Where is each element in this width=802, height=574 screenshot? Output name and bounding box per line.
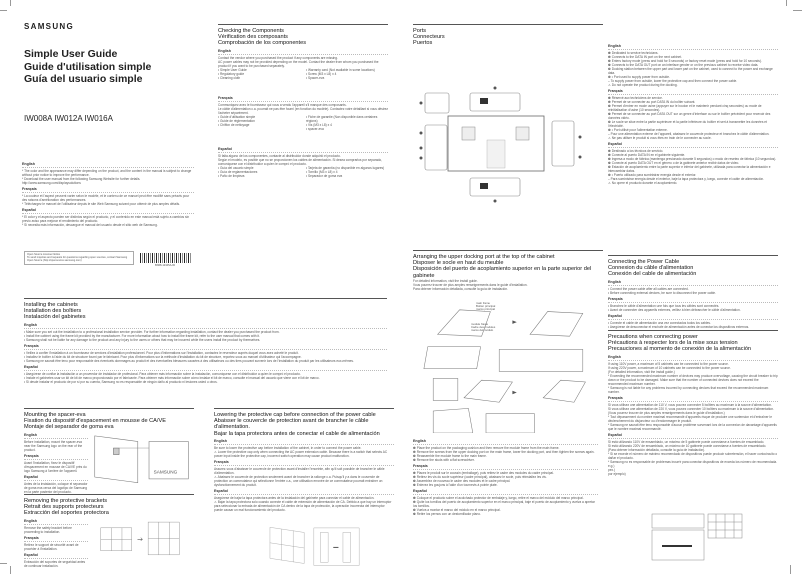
list-item: (Para obtener información detallada, consulte la guía de instalación). <box>608 447 706 452</box>
docking-steps-figure <box>418 301 598 433</box>
note-line: * The color and the appearance may differ depending on the product, and the content in the manual is subject to change without prior notice to improve the performance. <box>22 169 192 177</box>
list-item: Avant l'installation, fixez le dispositif d'espacement en mousse de CA/VE près du logo Samsung à l'arrière de l'appareil. <box>24 460 87 473</box>
note-line: * La couleur et l'aspect peuvent varier selon le modèle, et le contenu de ce manuel peut être modifié sans préavis pour des raisons d'amélioration des performances. <box>22 194 190 202</box>
list-item: ❷ Retirez les vis du socle supérieur (cadre principal), abaissez le socle, puis réinstallez les vis. <box>413 475 547 479</box>
section-port-descriptions <box>608 42 778 185</box>
list-item: ❻ • Puerto utilizado para suministrar energía desde el exterior. <box>608 173 697 177</box>
item-list <box>214 446 394 458</box>
list-item: ❶ Place the product on the packaging cushion and then remove the module frame from the main frame. <box>413 446 560 450</box>
list-item: • Asegúrese de desconectar el enchufe de alimentación antes de conectar los dispositivos externos. <box>608 324 750 329</box>
item-list <box>24 440 88 452</box>
list-item: • Avant de connecter des appareils externes, veillez à bien débrancher le câble d'alimentation. <box>608 307 741 312</box>
item-list <box>608 403 778 431</box>
crop-mark <box>0 563 7 564</box>
section-heading: Fixation du dispositif d'espacement en mousse de CA/VE <box>24 418 166 425</box>
item-list <box>218 115 388 131</box>
item-list <box>24 351 387 363</box>
list-item: Before installation, mount the spacer-eva near the Samsung logo on the rear of the product. <box>24 439 83 452</box>
language-label: Español <box>214 489 394 495</box>
section-heading: Mounting the spacer-eva <box>24 412 86 418</box>
list-item: ❸ Ingresa a modo de fábrica (mantenga presionado durante 5 segundos) o modo de reseteo de fábrica (10 segundos). <box>608 157 777 161</box>
list-item: • Guía de reglamentaciones <box>218 169 258 174</box>
list-item: ❸ Vuelva a montar el marco del módulo en el marco principal. <box>413 508 501 512</box>
module-frame-label-en: module frame <box>471 322 489 326</box>
list-item: • Spacer-eva <box>306 75 325 80</box>
section-divider <box>413 250 603 251</box>
protective-cap-figure <box>243 526 388 568</box>
list-item: ❶ Coloque el producto sobre el acolchado protector de embalaje y, luego, retire el marco del módulo del marco principal. <box>413 496 584 500</box>
section-lowering-cap <box>214 408 394 512</box>
language-label: English <box>214 439 394 445</box>
note-line: * Download the user manual from the following Samsung Website for further details. http://www.samsung.com/displaysolutions <box>22 177 141 185</box>
crop-mark <box>786 0 787 6</box>
item-list <box>24 330 387 342</box>
section-heading: Ports <box>413 28 427 34</box>
language-label: Español <box>22 208 194 214</box>
list-item: ❷ Remove the screws from the upper docking port on the main frame, lower the docking port, and then tighten the screws again. <box>413 450 595 454</box>
list-item: ❹ Connects to the DATA OUT port on an interface gender or on the previous cabinet to receive video data. <box>608 63 759 67</box>
item-list <box>608 440 778 464</box>
list-item: • Paño de limpieza <box>218 173 245 178</box>
list-item: • Install the cabinet using the frame kit provided by the manufacturer. For more information about how to install the frame kit, refer to the user manual that comes with it. <box>24 333 260 338</box>
item-list <box>24 482 88 494</box>
list-item: * Tout dépassement du nombre maximal recommandé d'appareils risque de produire une surtension et d'entraîner le déclenchement du disjoncteur ou d'endommager le produit. <box>608 414 772 423</box>
list-item: For detailed information, visit the install guide. <box>413 278 478 283</box>
language-label: Español <box>24 553 88 559</box>
language-label: English <box>608 44 778 50</box>
list-item: Si vous utilisez une alimentation de 110 V, vous pouvez connecter 5 boîtiers au maximum à la source d'alimentation. <box>608 402 772 407</box>
language-label: English <box>22 162 194 168</box>
language-label: Español <box>608 142 778 148</box>
list-item: • Instale el gabinetes usar un kit de kit de marco proporcionado por el fabricante. Para obtener más información sobre cómo instalar el kit de marco, consulte el manual del usuario que viene con el kit de marco. <box>24 375 320 380</box>
language-label: Français <box>413 464 598 470</box>
list-item: Retirez le support de sécurité avant de procéder à l'installation. <box>24 542 79 551</box>
list-item: ❺ Estación de acoplamiento entre la parte superior e inferior del gabinete, utilizada para conectar la alimentación e intercambiar datos. <box>608 165 771 173</box>
item-list <box>24 372 387 384</box>
section-installing-cabinets <box>24 298 387 384</box>
section-divider <box>608 330 778 331</box>
section-arranging-docking-port <box>413 250 603 291</box>
language-label: Español <box>218 147 388 153</box>
list-item: ❶ Réservé aux techniciens de service. <box>608 96 663 100</box>
section-heading: Removing the protective brackets <box>24 498 108 504</box>
open-source-notice <box>24 251 134 265</box>
list-item: Remove the safety bracket before proceeding to installation. <box>24 525 72 534</box>
section-heading: Installing the cabinets <box>24 302 78 308</box>
list-item: ❶ Dedicated to service technicians. <box>608 51 659 55</box>
section-heading: Conexión del cable de alimentación <box>608 271 697 278</box>
module-frame-label-fr: Cadre des modules <box>471 325 496 330</box>
list-item: ❺ Le socle se situe entre la partie supérieure et la partie inférieure du boîtier et sert à transmettre les données et l'électricité. <box>608 120 767 128</box>
list-item: ❹ Permet de se connecter au port DATA OUT sur un genre d'interface ou sur le boîtier précédent pour recevoir des données vidéo. <box>608 112 771 120</box>
section-heading: Comprobación de los componentes <box>218 40 306 47</box>
list-item: • Samsung ne saurait être tenu pour responsable des éventuels dommages au produit et des éventuelles blessures causées à des utilisateurs ou des tiers pouvant survenir lors de l'installation du produit par les utilisateurs eux-mêmes. <box>24 358 354 363</box>
language-label: Español <box>608 433 778 439</box>
list-item: ❷ Quite los tornillos del puerto de acoplamiento superior en el marco principal, baje el puerto de acoplamiento y vuelva a apretar los tornillos. <box>413 500 595 508</box>
figure-samsung-logo: SAMSUNG <box>153 469 178 475</box>
item-list <box>24 560 88 568</box>
list-item: Vous pourrez trouver de plus amples renseignements dans le guide d'installation. <box>413 282 528 287</box>
section-removing-brackets <box>24 494 194 568</box>
item-list <box>214 496 394 512</box>
list-item: ❸ Reassemble the module frame to the main frame. <box>413 454 487 458</box>
list-item: Si está utilizando 220V de ensamblado, un máximo de 10 gabinete puede conectarse a fuentes de ensamblado. <box>608 443 767 448</box>
list-item: * Exceeding the recommended maximum number of devices may produce overvoltage, causing the circuit breaker to trip down or the product to be damaged. Make sure that the number of connected devices does not exceed the recommended maximum number. <box>608 373 778 386</box>
section-heading: Lowering the protective cap before connection of the power cable <box>214 412 376 418</box>
list-item: Extracción del soportes de seguridad antes de continuar instalación. <box>24 559 86 568</box>
item-list <box>608 51 778 87</box>
list-item: ❹ Remove the studs with a flat screwdriver. <box>413 458 475 462</box>
language-label: Français <box>24 344 387 350</box>
language-label: English <box>608 355 778 361</box>
list-item: * Si se excede el número de máximo recomendado de dispositivos puede producir sobretensión, el hacer cortocircuito o dañar el producto. <box>608 451 778 460</box>
intro-line: Communiquez avec le fournisseur qui vous a vendu l'appareil s'il manque des composants. <box>218 102 347 107</box>
section-heading: Vérification des composants <box>218 34 288 41</box>
list-item: ⚠ Do not operate the product during the docking. <box>608 83 678 87</box>
list-item: ⚠ Ne pas utiliser le produit si vous êtes en train de le connecter au socle. <box>608 136 712 140</box>
section-heading: Disposer le socle en haut du meuble <box>413 260 504 267</box>
main-frame-label-es: marco principal <box>476 307 495 312</box>
list-item: • Guide d'utilisation simple <box>218 114 256 119</box>
section-heading: Extracción del soportes protectora <box>24 510 109 517</box>
list-item: ❸ Enters factory mode (press and hold for 5 seconds) or factory reset mode (press and hold for 10 seconds). <box>608 59 762 63</box>
list-item: * Samsung no es responsable de problemas incurrir para conectar dispositivos de exceda los número de recomendada. <box>608 459 778 464</box>
item-list <box>24 461 88 473</box>
list-item: If using 110V power, a maximum of 5 cabinets can be connected to the power source. <box>608 361 729 366</box>
section-heading: Connexion du câble d'alimentation <box>608 265 694 272</box>
list-item: – To supply power from outside, lower the protective cap and then connect the power cable. <box>608 79 738 83</box>
model-numbers: IW008A IW012A IW016A <box>24 114 113 123</box>
list-item: If using 220V power, a maximum of 10 cabinets can be connected to the power source. <box>608 365 731 370</box>
list-item: ❶ Placez le produit sur le coussin (emballage), puis retirez le cadre des modules du cadre principal. <box>413 471 554 475</box>
section-heading: Instalación del gabinetes <box>24 314 86 321</box>
section-heading: Precauciones al momento de conexión de la alimentación <box>608 346 752 353</box>
list-item: • Guía del usuario simple <box>218 165 254 170</box>
list-item: Si está utilizando 110V de ensamblado, un máximo de 5 gabinete puede conectarse a fuentes de ensamblado. <box>608 439 765 444</box>
section-heading: Checking the Components <box>218 28 284 34</box>
list-item: ⚠ Bajar la tapa protectora solo cuando conecte el cable de extensión de alimentación de CA. Debido a que hay un interruptor para seleccionar la entrada de alimentación de CA dentro de la tapa de protección, la operación incorrecta del interruptor puede causar un mal funcionamiento del producto. <box>214 499 392 512</box>
module-frame-label-es: marco del módulo <box>471 328 494 333</box>
list-item: Para obtener información detallada, consulte la guía de instalación. <box>413 286 508 291</box>
module-frame-label <box>471 323 495 333</box>
list-item: • Cleaning cloth <box>218 75 241 80</box>
cover-notes <box>22 160 194 227</box>
list-item: • Tornillo (M3 x L8) x 4 <box>306 169 338 174</box>
item-list <box>608 304 778 312</box>
samsung-logo: SAMSUNG <box>24 22 74 31</box>
list-item: ❷ Conecte al puerto DATA IN en el gabinete siguiente. <box>608 153 686 157</box>
item-list <box>24 526 88 534</box>
list-item: ❻ • Port used to supply power from outside. <box>608 75 670 79</box>
language-label: English <box>413 439 598 445</box>
crop-mark <box>10 0 11 6</box>
note-line: * Téléchargez le manuel de l'utilisateur depuis le site Web Samsung suivant pour obtenir de plus amples détails. <box>22 202 181 206</box>
list-item: (For detailed information, visit the install guide.) <box>608 369 675 374</box>
list-item: ❸ Assemblez de nouveau le cadre des modules et le cadre principal. <box>413 479 511 483</box>
barcode <box>140 253 192 263</box>
section-divider <box>608 255 778 256</box>
language-label: Français <box>24 536 88 542</box>
list-item: ❸ Permet d'entrer en mode usine (appuyer sur le bouton et le maintenir pendant cinq secondes) ou mode de réinitialisation d'usine (10 secondes). <box>608 104 762 112</box>
list-item: (Vous pourrez trouver de plus amples renseignements dans le guide d'installation.) <box>608 410 725 415</box>
list-item: * Samsung is not liable for any problems incurred by connecting devices that exceed the recommended maximum number. <box>608 385 769 394</box>
language-label: Français <box>218 96 388 102</box>
language-label: Español <box>24 475 88 481</box>
section-heading: Retrait des supports protecteurs <box>24 504 104 511</box>
intro-line: AC power cables may not be provided depending on the model. Contact the dealer from whom you purchased the product if you want to be purchased separately. <box>218 59 379 68</box>
example-label: pex.) <box>608 467 616 472</box>
list-item: ❷ Connects to the DATA IN port on the next cabinet. <box>608 55 682 59</box>
language-label: English <box>24 323 387 329</box>
item-list <box>413 446 598 462</box>
item-list <box>218 166 388 178</box>
main-frame-label-fr: Boîtier principal <box>476 304 496 309</box>
ports-diagram <box>418 85 598 205</box>
intro-line: Le câble d'alimentation c.a. pourrait ne pas être fourni (en fonction du modèle). Contactez votre détaillant si vous désirez l'acheter séparément. <box>218 106 388 115</box>
item-list <box>608 149 778 185</box>
section-heading: Connecting the Power Cable <box>608 259 680 265</box>
list-item: ❺ Docking station between the upper part and lower part on the cabinet, used to connect to the power and exchange data. <box>608 67 773 75</box>
section-heading: Précautions à respecter lors de la mise sous tension <box>608 340 738 347</box>
list-item: • Samsung shall not be liable for any damage to the product and any injury to the users or others that may be incurred while the users install the product by themselves. <box>24 337 261 342</box>
section-divider <box>24 408 194 409</box>
crop-mark <box>0 10 7 11</box>
main-frame-label <box>476 302 495 312</box>
power-connection-figure <box>650 512 745 562</box>
language-label: English <box>218 49 388 55</box>
language-label: English <box>24 433 88 439</box>
note-line: * Si necesita más información, descargue el manual del usuario desde el sitio web de Samsung. <box>22 223 158 227</box>
section-divider <box>214 408 394 409</box>
list-item: – Para suministrar energía desde el exterior, baje la tapa protectora y, luego, conecte el cable de alimentación. <box>608 177 765 181</box>
list-item: • Screw (M3 x L8) x 4 <box>306 71 337 76</box>
list-item: ⚠ Abaissez le couvercle de protection seulement avant de brancher la rallonge c.a. Puisqu'il y a dans le couvercle de protection un commutateur qui sélectionne l'entrée c.a., une utilisation erronée de ce commutateur pourrait entraîner un dysfonctionnement du produit. <box>214 474 383 487</box>
section-heading: Bajar la tapa protectora antes de conectar el cable de alimentación <box>214 430 380 437</box>
language-label: Français <box>608 396 778 402</box>
language-label: Français <box>214 460 394 466</box>
list-item: ❹ Enlevez les goujons à l'aide d'un tournevis à pointe plate. <box>413 483 498 487</box>
section-arranging-steps <box>413 437 598 516</box>
list-item: ❹ Retire los pernos con un destornillador plano. <box>413 512 481 516</box>
example-label: por ejemplo) <box>608 471 626 476</box>
language-label: English <box>24 519 88 525</box>
language-label: Français <box>24 454 88 460</box>
list-item: ⚠ Lower the protective cap only when connecting the AC power extension cable. Because there is a switch that selects AC power input inside the protective cap, incorrect switch operation may cause product malfunction. <box>214 449 388 458</box>
section-heading: Abaisser le couvercle de protection avant de brancher le câble d'alimentation. <box>214 418 369 431</box>
section-checking-components <box>218 24 388 192</box>
list-item: Antes de la instalación, coloque el separador de goma eva cerca del logotipo de Samsung en la parte posterior del producto. <box>24 481 88 494</box>
list-item: • Regulatory guide <box>218 71 245 76</box>
language-label: Español <box>413 489 598 495</box>
item-list <box>24 543 88 551</box>
list-item: • Separador de goma eva <box>306 173 343 178</box>
list-item: • Warranty card (Not available in some locations) <box>306 67 375 72</box>
list-item: • Chiffon de nettoyage <box>218 122 250 127</box>
intro-line: Si falta alguno de los componentes, contacte al distribuidor donde adquirió el producto. <box>218 153 341 158</box>
section-divider <box>24 494 194 495</box>
item-list <box>413 496 598 516</box>
list-item: ❶ Destinado a los técnicos de servicio. <box>608 149 664 153</box>
oss-title: Open Source License Notice <box>27 253 61 256</box>
crop-mark <box>790 565 791 574</box>
list-item: • Si desde instalar el producto de por sí por su cuenta, Samsung no es responsable de ningún daño al producto ni lesiones usted u otros. <box>24 379 218 384</box>
section-divider <box>218 24 388 25</box>
list-item: • Make sure you set out the installation to a professional installation service provider. For further information regarding installation, contact the dealer you purchased the product from. <box>24 329 280 334</box>
list-item: • Asegúrese de confiar la instalación a un proveedor de instalador de profesional. Para obtener más información sobre la instalación, comuníquese con el distribuidor a quien le compró el producto. <box>24 371 301 376</box>
example-label: e.g.) <box>608 463 615 468</box>
section-heading: Montaje del separador de goma eva <box>24 424 114 431</box>
section-mounting-spacer <box>24 408 194 494</box>
intro-line: Contact the vendor where you purchased the product if any components are missing. <box>218 55 338 60</box>
list-item: • Tarjeta de garantía (no disponible en algunos lugares) <box>306 165 385 170</box>
item-list <box>608 96 778 140</box>
list-item: • Installez le boîtier à l'aide du kit de structure fourni par le fabricant. Pour plus d'informations sur la méthode d'installation du kit de structure, reportez-vous au manuel d'utilisateur qui l'accompagne. <box>24 354 302 359</box>
list-item: ❹ Conecte al puerto DATA OUT en el género o de la gabinete anterior recibir datos de video. <box>608 161 740 165</box>
crop-mark <box>10 566 11 574</box>
intro-line: Según el modelo, es posible que no se proporcionen los cables de alimentación. Si desea comprarlos por separado, comuníquese con el distribuidor a quien le compró el producto. <box>218 157 383 166</box>
section-heading: Disposición del puerto de acoplamiento superior en la parte superior del gabinete <box>413 266 592 279</box>
item-list <box>608 362 778 394</box>
language-label: English <box>608 280 778 286</box>
language-label: Français <box>22 187 194 193</box>
section-connecting-power-cable <box>608 255 778 329</box>
list-item: • Vis (M3 x L8) x 4 <box>306 122 332 127</box>
list-item: ❷ Permet de se connecter au port DATA IN du boîtier suivant. <box>608 100 696 104</box>
section-power-precautions <box>608 330 778 476</box>
list-item: ❻ • Port utilisé pour l'alimentation externe. <box>608 128 668 132</box>
list-item: • Simple User Guide <box>218 67 247 72</box>
title-fr: Guide d'utilisation simple <box>24 60 152 73</box>
section-heading: Precautions when connecting power <box>608 334 698 340</box>
list-item: • Conecte el cable de alimentación una vez conectados todos los cables. <box>608 320 711 325</box>
list-item: Si vous utilisez une alimentation de 220 V, vous pouvez connecter 10 boîtiers au maximum à la source d'alimentation. <box>608 406 774 411</box>
list-item: * Samsung ne saurait être tenu responsable d'aucun problème survenant lors de la connexion de davantage d'appareils que le nombre maximal recommandé. <box>608 422 777 431</box>
language-label: Español <box>608 314 778 320</box>
section-heading: Arranging the upper docking port at the top of the cabinet <box>413 254 555 260</box>
section-ports <box>413 24 603 47</box>
section-heading: Connecteurs <box>413 34 445 41</box>
note-line: * El color y el aspecto pueden ser distintos según el producto, y el contenido en este manual está sujeto a cambios sin previo aviso para mejorar el rendimiento del producto. <box>22 215 190 223</box>
section-heading: Installation des boîtiers <box>24 308 82 315</box>
list-item: • spacer-eva <box>306 126 324 131</box>
section-heading: Puertos <box>413 40 433 47</box>
language-label: Français <box>608 89 778 95</box>
list-item: ⚠ No opere el producto durante el acoplamiento. <box>608 181 678 185</box>
list-item: Asegúrese de bajar la tapa protectora antes de la instalación del gabinete para conectar el cable de alimentación. <box>214 495 375 500</box>
cover-title <box>24 48 151 86</box>
list-item: Assurez-vous d'abaisser le couvercle de protection avant d'installer l'enceinte, afin qu'il soit possible de brancher le câble d'alimentation. <box>214 466 385 475</box>
barcode-label: BN68-12345A-00 <box>155 264 176 267</box>
main-frame-label-en: main frame <box>476 301 490 305</box>
crop-mark <box>793 10 802 11</box>
list-item: • Branchez le câble d'alimentation une fois que tous les câbles sont connectés. <box>608 303 720 308</box>
list-item: • Guide de réglementation <box>218 118 255 123</box>
list-item: • Veillez à confier l'installation à un fournisseur de services d'installation professionnel. Pour plus d'informations sur l'installation, contactez le revendeur auprès duquel vous avez acheté le produit. <box>24 350 299 355</box>
list-item: • Connect the power cable after all cables are connected. <box>608 286 689 291</box>
oss-text: To send inquiries and requests for questions regarding open sources, contact Samsung Open Source (http://opensource.samsung.com) <box>27 256 128 263</box>
item-list <box>214 467 394 487</box>
title-es: Guía del usuario simple <box>24 73 143 85</box>
list-item: • Fiche de garantie (Non disponible dans certaines régions) <box>306 114 378 123</box>
item-list <box>413 279 603 291</box>
item-list <box>608 321 778 329</box>
item-list <box>608 287 778 295</box>
item-list <box>413 471 598 487</box>
item-list <box>218 68 388 80</box>
language-label: Español <box>24 365 387 371</box>
section-divider <box>24 298 387 299</box>
list-item: – Pour une alimentation externe de l'appareil, abaissez le couvercle protecteur et branchez le câble d'alimentation. <box>608 132 770 136</box>
section-divider <box>413 24 603 25</box>
list-item: Be sure to lower the protective cap before installation of the cabinet, in order to connect the power cable. <box>214 445 362 450</box>
language-label: Français <box>608 297 778 303</box>
list-item: • Before connecting external devices, be sure to disconnect the power cable. <box>608 290 716 295</box>
title-en: Simple User Guide <box>24 48 118 60</box>
